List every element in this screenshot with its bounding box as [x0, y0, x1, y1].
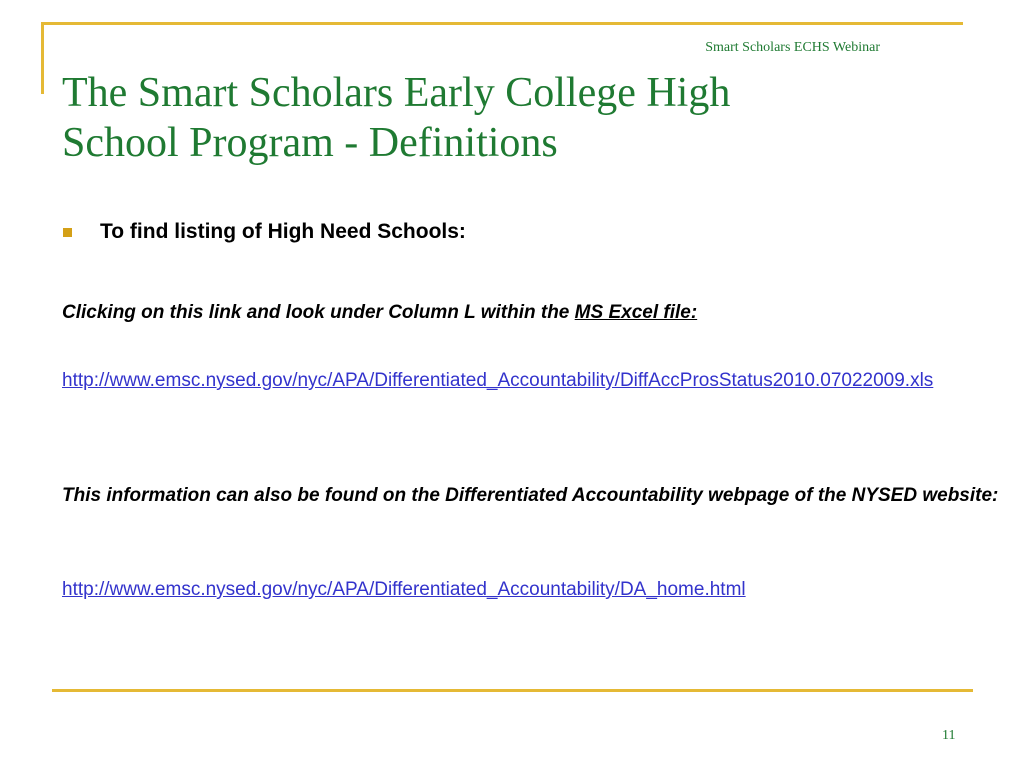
left-rule	[41, 22, 44, 94]
info-paragraph: This information can also be found on the Differentiated Accountability webpage of the NYSED website:	[62, 485, 999, 506]
excel-url-paragraph	[62, 369, 999, 393]
bullet-text: To find listing of High Need Schools:	[100, 220, 466, 243]
instruction-paragraph	[62, 301, 999, 325]
da-home-url-link[interactable]: http://www.emsc.nysed.gov/nyc/APA/Differentiated_Accountability/DA_home.html	[62, 579, 746, 600]
top-rule	[41, 22, 963, 25]
header-note: Smart Scholars ECHS Webinar	[705, 40, 880, 55]
title-line-2: School Program - Definitions	[62, 120, 558, 166]
excel-url-link[interactable]: http://www.emsc.nysed.gov/nyc/APA/Differentiated_Accountability/DiffAccProsStatus2010.07022009.xls	[62, 370, 934, 391]
bullet-item	[62, 220, 466, 244]
page-number: 11	[942, 728, 956, 743]
square-bullet-icon	[63, 228, 72, 237]
title-line-1: The Smart Scholars Early College High	[62, 70, 731, 116]
da-home-url-paragraph	[62, 578, 999, 602]
instruction-text: Clicking on this link and look under Column L within the	[62, 302, 575, 323]
slide-title	[62, 68, 942, 168]
bottom-rule	[52, 689, 973, 692]
ms-excel-file-link[interactable]: MS Excel file:	[574, 302, 698, 323]
